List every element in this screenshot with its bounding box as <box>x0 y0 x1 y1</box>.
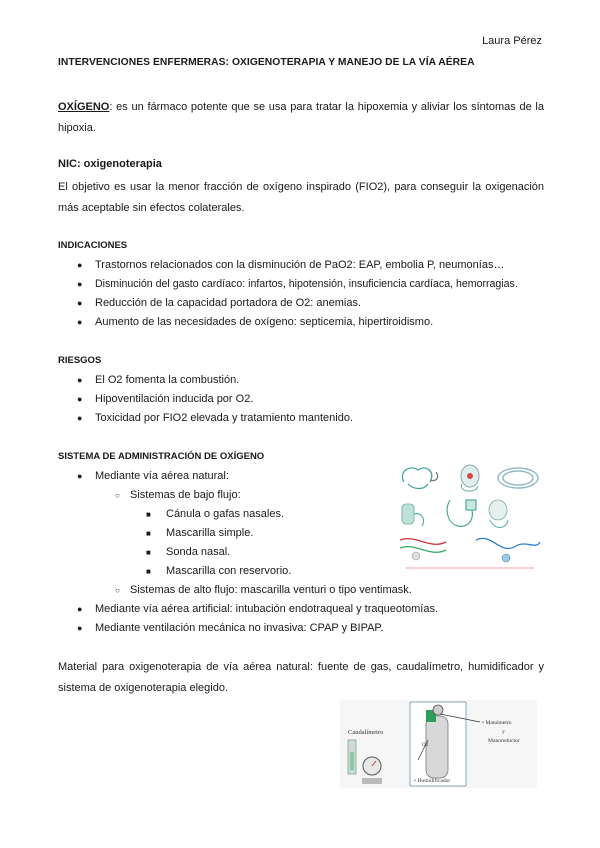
bullet-circle: ○ <box>115 586 120 595</box>
manoreductor-label: Manoreductor <box>488 738 520 744</box>
riesgos-heading: RIESGOS <box>58 355 102 366</box>
nic-heading: NIC: oxigenoterapia <box>58 158 162 170</box>
bullet-disc: ● <box>77 413 83 423</box>
nic-text: El objetivo es usar la menor fracción de oxígeno inspirado (FIO2), para conseguir la oxigenación más aceptable sin efectos colaterales. <box>58 181 544 214</box>
manometro-y-label: y <box>502 729 505 735</box>
indicaciones-heading: INDICACIONES <box>58 240 128 251</box>
bullet-disc: ● <box>77 298 83 308</box>
tubing-coil-icon <box>498 468 538 488</box>
nasal-cannula-icon <box>402 468 437 489</box>
venturi-mask-icon <box>489 500 508 528</box>
humidificador-label: • Humidificador <box>414 778 451 784</box>
bullet-disc: ● <box>77 604 83 614</box>
caudalimetro-label: Caudalímetro <box>348 729 384 736</box>
oxygen-cylinder-icon <box>410 702 466 786</box>
nasal-probe-icon <box>447 500 476 526</box>
bullet-disc: ● <box>77 317 83 327</box>
bullet-disc: ● <box>77 375 83 385</box>
sistema-heading: SISTEMA DE ADMINISTRACIÓN DE OXÍGENO <box>58 451 265 462</box>
manometro-label: • Manómetro <box>482 720 512 726</box>
svg-text:O2: O2 <box>422 743 429 748</box>
bullet-disc: ● <box>77 279 83 289</box>
bullet-disc: ● <box>77 394 83 404</box>
page-title: INTERVENCIONES ENFERMERAS: OXIGENOTERAPIA Y MANEJO DE LA VÍA AÉREA <box>58 57 475 68</box>
bullet-square: ■ <box>146 548 151 557</box>
author-name: Laura Pérez <box>482 35 542 47</box>
simple-mask-icon <box>461 465 479 491</box>
oxygen-definition-text: : es un fármaco potente que se usa para tratar la hipoxemia y aliviar los síntomas de la hipoxia. <box>58 101 544 134</box>
reservoir-mask-icon <box>402 504 424 526</box>
oxygen-definition <box>58 97 544 139</box>
colored-tubes-icon <box>400 538 540 552</box>
oxygen-devices-image <box>396 460 544 572</box>
material-text: Material para oxigenoterapia de vía aérea natural: fuente de gas, caudalímetro, humidificador y sistema de oxigenoterapia elegido. <box>58 661 544 694</box>
bullet-square: ■ <box>146 567 151 576</box>
oxygen-term: OXÍGENO <box>58 101 110 113</box>
bullet-square: ■ <box>146 510 151 519</box>
bullet-square: ■ <box>146 529 151 538</box>
bullet-disc: ● <box>77 623 83 633</box>
bullet-disc: ● <box>77 471 83 481</box>
bullet-disc: ● <box>77 260 83 270</box>
oxygen-equipment-image <box>340 700 537 788</box>
bullet-circle: ○ <box>115 491 120 500</box>
